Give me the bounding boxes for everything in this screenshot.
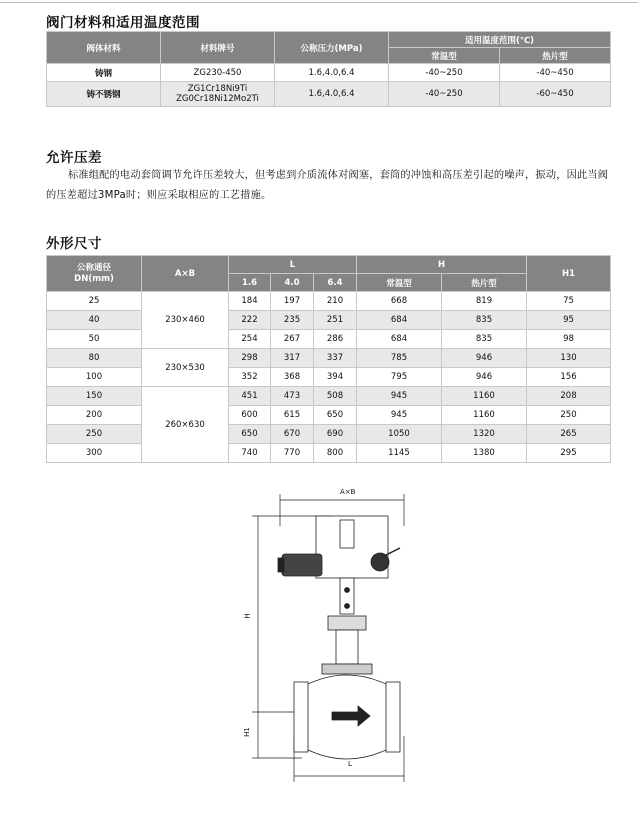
header-temp-range: 适用温度范围(℃) (389, 32, 611, 48)
cell-h-normal: 945 (357, 387, 442, 406)
table-row (47, 406, 611, 425)
cell-normal: -40~250 (389, 82, 500, 107)
cell-dn: 80 (47, 349, 142, 368)
header-h-finned: 热片型 (442, 274, 527, 292)
table-row (47, 368, 611, 387)
table-row (47, 64, 611, 82)
table-row (47, 82, 611, 107)
bonnet-flange (322, 664, 372, 674)
cell-h-finned: 835 (442, 330, 527, 349)
cell-l3: 690 (314, 425, 357, 444)
cell-normal: -40~250 (389, 64, 500, 82)
table-row (47, 444, 611, 463)
header-dn-unit: DN(mm) (74, 273, 114, 284)
cell-l3: 508 (314, 387, 357, 406)
cell-grade-line2: ZG0Cr18Ni12Mo2Ti (176, 94, 259, 104)
bonnet-neck (336, 630, 358, 664)
cell-h-finned: 835 (442, 311, 527, 330)
cell-l3: 251 (314, 311, 357, 330)
header-h-normal: 常温型 (357, 274, 442, 292)
header-grade: 材料牌号 (161, 32, 275, 64)
valve-dimension-diagram (232, 486, 412, 786)
cell-l3: 286 (314, 330, 357, 349)
cell-l2: 317 (271, 349, 314, 368)
cell-h-normal: 1050 (357, 425, 442, 444)
section-title-pressure: 允许压差 (46, 150, 102, 166)
cell-l3: 800 (314, 444, 357, 463)
header-dn (47, 256, 142, 292)
cell-l1: 650 (229, 425, 271, 444)
cell-h1: 156 (527, 368, 611, 387)
cell-h-normal: 945 (357, 406, 442, 425)
cell-l1: 600 (229, 406, 271, 425)
dim-l-label: L (348, 760, 352, 768)
table-row (47, 311, 611, 330)
flange-left (294, 682, 308, 752)
cell-h-finned: 1160 (442, 387, 527, 406)
cell-l2: 235 (271, 311, 314, 330)
cell-l2: 615 (271, 406, 314, 425)
dim-h-label: H (243, 613, 252, 619)
cell-h1: 265 (527, 425, 611, 444)
cell-h1: 130 (527, 349, 611, 368)
cell-finned: -60~450 (500, 82, 611, 107)
cell-l1: 298 (229, 349, 271, 368)
cell-dn: 250 (47, 425, 142, 444)
cell-dn: 200 (47, 406, 142, 425)
cell-h-normal: 668 (357, 292, 442, 311)
dim-axb-label: A×B (340, 488, 356, 496)
cell-material: 铸钢 (47, 64, 161, 82)
cell-h-normal: 795 (357, 368, 442, 387)
cell-h-finned: 1380 (442, 444, 527, 463)
cell-l3: 210 (314, 292, 357, 311)
cell-dn: 50 (47, 330, 142, 349)
header-axb: A×B (142, 256, 229, 292)
header-l1: 1.6 (229, 274, 271, 292)
cell-h1: 75 (527, 292, 611, 311)
cell-h1: 208 (527, 387, 611, 406)
cell-l2: 473 (271, 387, 314, 406)
flange-right (386, 682, 400, 752)
dimensions-table (46, 255, 611, 463)
cell-l3: 337 (314, 349, 357, 368)
header-normal: 常温型 (389, 48, 500, 64)
motor-body (282, 554, 322, 576)
cell-l2: 267 (271, 330, 314, 349)
dim-h1-label: H1 (242, 727, 251, 737)
cell-l3: 650 (314, 406, 357, 425)
header-l2: 4.0 (271, 274, 314, 292)
cell-h1: 95 (527, 311, 611, 330)
cell-material: 铸不锈钢 (47, 82, 161, 107)
cell-l3: 394 (314, 368, 357, 387)
cell-h-finned: 946 (442, 349, 527, 368)
cell-l2: 770 (271, 444, 314, 463)
cell-dn: 100 (47, 368, 142, 387)
cell-finned: -40~450 (500, 64, 611, 82)
cell-l1: 352 (229, 368, 271, 387)
pressure-paragraph (46, 166, 612, 206)
cell-dn: 300 (47, 444, 142, 463)
stem-bolt-icon (345, 604, 350, 609)
cell-h-finned: 819 (442, 292, 527, 311)
header-pressure: 公称压力(MPa) (275, 32, 389, 64)
cell-pressure: 1.6,4.0,6.4 (275, 64, 389, 82)
cell-h1: 295 (527, 444, 611, 463)
cell-axb: 230×460 (142, 292, 229, 349)
cell-grade-line1: ZG1Cr18Ni9Ti (187, 84, 248, 94)
header-l3: 6.4 (314, 274, 357, 292)
coupling (328, 616, 366, 630)
table-row (47, 330, 611, 349)
cell-l1: 254 (229, 330, 271, 349)
cell-h-finned: 946 (442, 368, 527, 387)
cell-grade (161, 82, 275, 107)
cell-l1: 451 (229, 387, 271, 406)
cell-dn: 150 (47, 387, 142, 406)
handwheel-icon (371, 553, 389, 571)
cell-h1: 98 (527, 330, 611, 349)
cell-h-finned: 1320 (442, 425, 527, 444)
cell-h-normal: 684 (357, 311, 442, 330)
header-h1: H1 (527, 256, 611, 292)
cell-dn: 25 (47, 292, 142, 311)
header-l: L (229, 256, 357, 274)
cell-h-finned: 1160 (442, 406, 527, 425)
cell-axb: 230×530 (142, 349, 229, 387)
cell-l2: 368 (271, 368, 314, 387)
header-dn-label: 公称通径 (76, 262, 111, 273)
actuator-box (340, 520, 354, 548)
table-row (47, 387, 611, 406)
cell-h1: 250 (527, 406, 611, 425)
cell-pressure: 1.6,4.0,6.4 (275, 82, 389, 107)
header-finned: 热片型 (500, 48, 611, 64)
cell-l2: 197 (271, 292, 314, 311)
stem-bolt-icon (345, 588, 350, 593)
top-rule (0, 2, 638, 3)
cell-h-normal: 785 (357, 349, 442, 368)
cell-l1: 184 (229, 292, 271, 311)
cell-dn: 40 (47, 311, 142, 330)
cell-grade: ZG230-450 (161, 64, 275, 82)
header-body-material: 阀体材料 (47, 32, 161, 64)
cell-l2: 670 (271, 425, 314, 444)
section-title-dimensions: 外形尺寸 (46, 236, 102, 252)
cell-l1: 740 (229, 444, 271, 463)
table-row (47, 349, 611, 368)
section-title-materials: 阀门材料和适用温度范围 (46, 15, 200, 31)
table-row (47, 292, 611, 311)
cell-l1: 222 (229, 311, 271, 330)
header-h: H (357, 256, 527, 274)
cell-h-normal: 684 (357, 330, 442, 349)
table-row (47, 425, 611, 444)
cell-axb: 260×630 (142, 387, 229, 463)
materials-table (46, 31, 611, 107)
motor-endcap (278, 558, 284, 572)
cell-h-normal: 1145 (357, 444, 442, 463)
pressure-paragraph-text: 标准组配的电动套筒调节允许压差较大，但考虑到介质流体对阀塞，套筒的冲蚀和高压差引起的噪声，振动，因此当阀的压差超过3MPa时；则应采取相应的工艺措施。 (46, 170, 609, 201)
